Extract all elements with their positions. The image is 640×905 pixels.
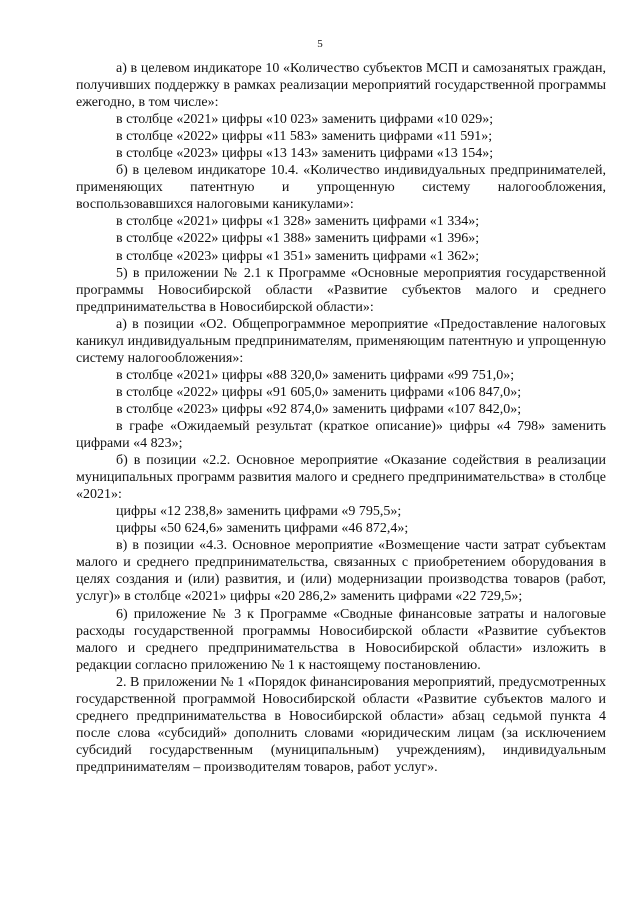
paragraph-column-2021: в столбце «2021» цифры «88 320,0» заменить цифрами «99 751,0»;: [116, 367, 515, 383]
paragraph-figures-change: цифры «50 624,6» заменить цифрами «46 872,4»;: [116, 521, 409, 537]
paragraph-column-2023: в столбце «2023» цифры «13 143» заменить цифрами «13 154»;: [116, 146, 494, 162]
paragraph-indicator-10-4: б) в целевом индикаторе 10.4. «Количество индивидуальных предпринимателей, применяющих патентную и упрощенную систему налогообложения, воспользовавшихся налоговыми каникулами»:: [76, 163, 606, 213]
paragraph-column-2023: в столбце «2023» цифры «92 874,0» заменить цифрами «107 842,0»;: [116, 401, 522, 417]
paragraph-section-2: 2. В приложении № 1 «Порядок финансирования мероприятий, предусмотренных государственной программой Новосибирской области «Развитие субъектов малого и среднего предпринимательства в Новосибирской области» абзац седьмой пункта 4 после слова «субсидий» дополнить словами «юридическим лицам (за исключением субсидий государственным (муниципальным) учреждениям), индивидуальным предпринимателям – производителям товаров, работ услуг».: [76, 674, 606, 775]
paragraph-column-2022: в столбце «2022» цифры «91 605,0» заменить цифрами «106 847,0»;: [116, 384, 522, 400]
paragraph-column-2022: в столбце «2022» цифры «11 583» заменить цифрами «11 591»;: [116, 129, 493, 145]
paragraph-position-2-2: б) в позиции «2.2. Основное мероприятие «Оказание содействия в реализации муниципальных программ развития малого и среднего предпринимательства» в столбце «2021»:: [76, 453, 606, 503]
paragraph-column-2023: в столбце «2023» цифры «1 351» заменить цифрами «1 362»;: [116, 248, 480, 264]
paragraph-expected-result: в графе «Ожидаемый результат (краткое описание)» цифры «4 798» заменить цифрами «4 823»;: [76, 418, 606, 452]
paragraph-position-4-3: в) в позиции «4.3. Основное мероприятие «Возмещение части затрат субъектам малого и среднего предпринимательства, связанных с приобретением оборудования в целях создания и (или) развития, и (или) модернизации производства товаров (работ, услуг)» в столбце «2021» цифры «20 286,2» заменить цифрами «22 729,5»;: [76, 538, 606, 605]
paragraph-appendix-3: 6) приложение № 3 к Программе «Сводные финансовые затраты и налоговые расходы государственной программы Новосибирской области «Развитие субъектов малого и среднего предпринимательства в Новосибирской области» изложить в редакции согласно приложению № 1 к настоящему постановлению.: [76, 606, 606, 673]
page-number: 5: [317, 38, 323, 50]
document-body: [76, 60, 606, 776]
paragraph-column-2021: в столбце «2021» цифры «1 328» заменить цифрами «1 334»;: [116, 214, 480, 230]
paragraph-position-o2: а) в позиции «О2. Общепрограммное мероприятие «Предоставление налоговых каникул индивидуальным предпринимателям, применяющим патентную и упрощенную систему налогообложения»:: [76, 316, 606, 366]
paragraph-indicator-10: а) в целевом индикаторе 10 «Количество субъектов МСП и самозанятых граждан, получивших поддержку в рамках реализации мероприятий государственной программы ежегодно, в том числе»:: [76, 61, 606, 111]
paragraph-column-2022: в столбце «2022» цифры «1 388» заменить цифрами «1 396»;: [116, 231, 480, 247]
paragraph-figures-change: цифры «12 238,8» заменить цифрами «9 795,5»;: [116, 504, 402, 520]
paragraph-appendix-2-1: 5) в приложении № 2.1 к Программе «Основные мероприятия государственной программы Новосибирской области «Развитие субъектов малого и среднего предпринимательства в Новосибирской области»:: [76, 265, 606, 315]
paragraph-column-2021: в столбце «2021» цифры «10 023» заменить цифрами «10 029»;: [116, 112, 494, 128]
